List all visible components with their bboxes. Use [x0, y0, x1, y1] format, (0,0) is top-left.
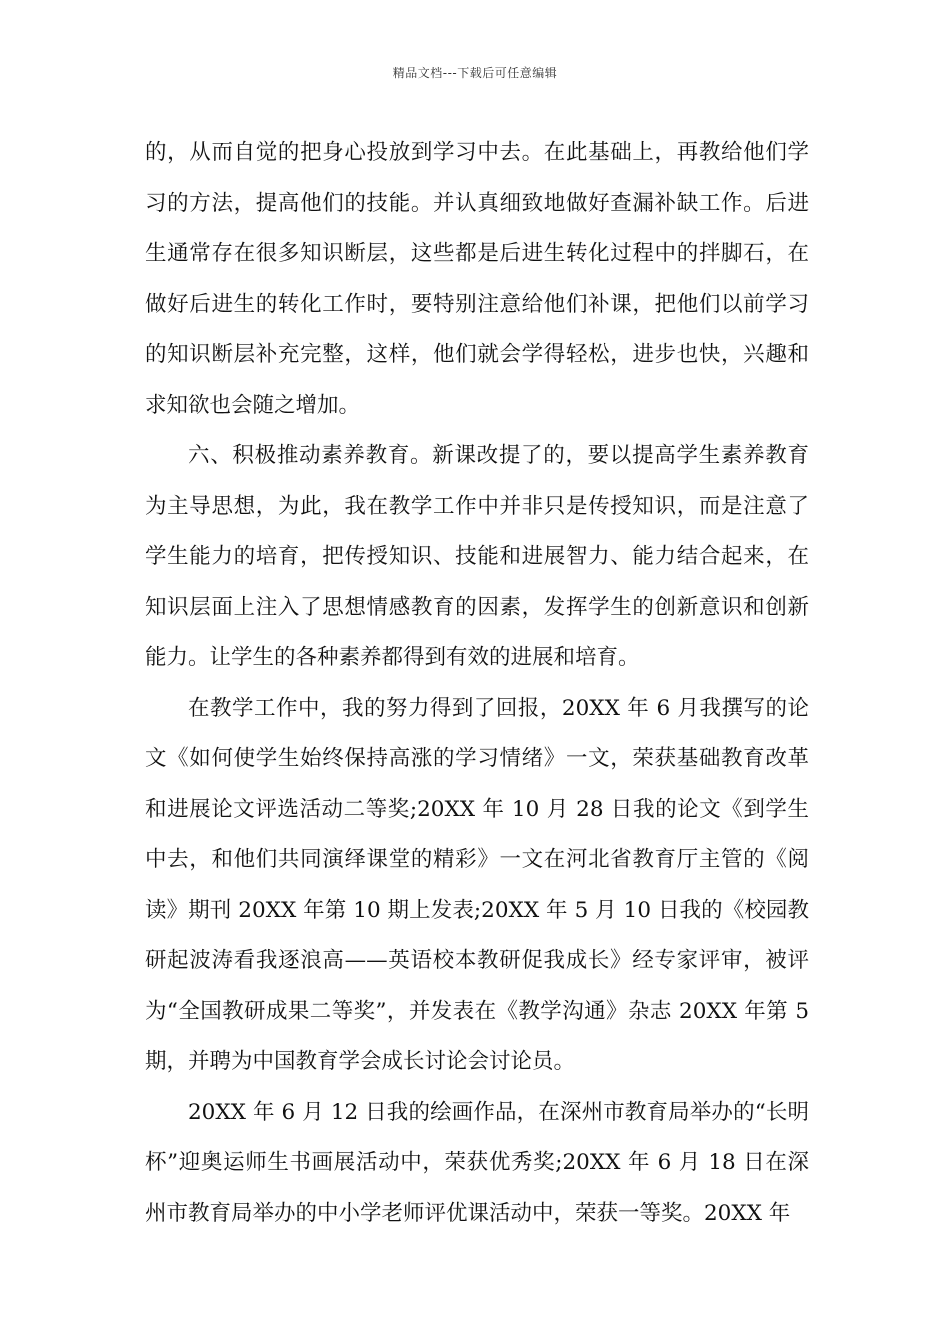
document-body [145, 128, 809, 1239]
page-header: 精品文档---下载后可任意编辑 [392, 66, 558, 80]
paragraph-1: 的，从而自觉的把身心投放到学习中去。在此基础上，再教给他们学习的方法，提高他们的技能。并认真细致地做好查漏补缺工作。后进生通常存在很多知识断层，这些都是后进生转化过程中的拌脚石，在做好后进生的转化工作时，要特别注意给他们补课，把他们以前学习的知识断层补充完整，这样，他们就会学得轻松，进步也快，兴趣和求知欲也会随之增加。 [145, 140, 809, 418]
paragraph-4: 20XX 年 6 月 12 日我的绘画作品，在深州市教育局举办的“长明杯”迎奥运师生书画展活动中，荣获优秀奖;20XX 年 6 月 18 日在深州市教育局举办的中小学老师评优课活动中，荣获一等奖。20XX 年 [145, 1099, 809, 1226]
paragraph-2: 六、积极推动素养教育。新课改提了的，要以提高学生素养教育为主导思想，为此，我在教学工作中并非只是传授知识，而是注意了学生能力的培育，把传授知识、技能和进展智力、能力结合起来，在知识层面上注入了思想情感教育的因素，发挥学生的创新意识和创新能力。让学生的各种素养都得到有效的进展和培育。 [145, 443, 809, 670]
paragraph-3: 在教学工作中，我的努力得到了回报，20XX 年 6 月我撰写的论文《如何使学生始终保持高涨的学习情绪》一文，荣获基础教育改革和进展论文评选活动二等奖;20XX 年 10 月 28 日我的论文《到学生中去，和他们共同演绎课堂的精彩》一文在河北省教育厅主管的《阅读》期刊 20XX 年第 10 期上发表;20XX 年 5 月 10 日我的《校园教研起波涛看我逐浪高——英语校本教研促我成长》经专家评审，被评为“全国教研成果二等奖”，并发表在《教学沟通》杂志 20XX 年第 5 期，并聘为中国教育学会成长讨论会讨论员。 [145, 695, 809, 1074]
